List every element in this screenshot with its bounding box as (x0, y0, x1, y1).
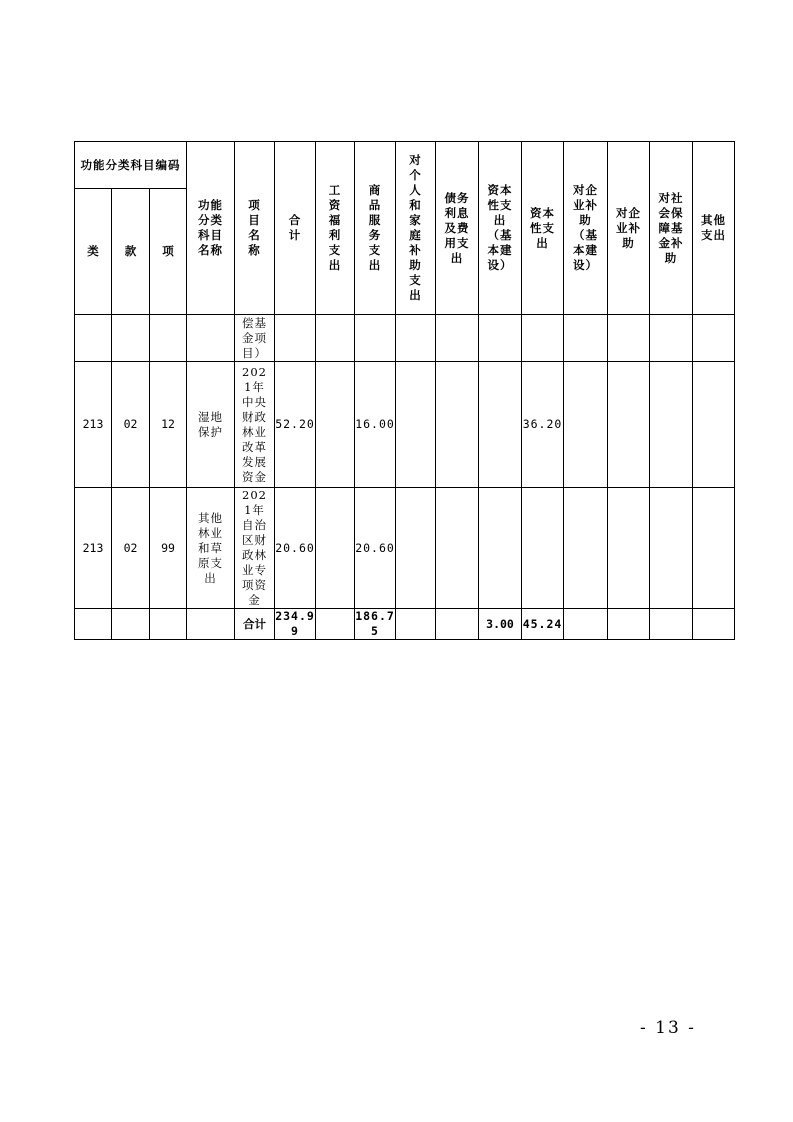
cell-proj-name: 偿基金项目） (235, 315, 275, 362)
cell-lei (75, 315, 112, 362)
cell-kuan (112, 315, 150, 362)
cell-capital (522, 488, 564, 609)
header-capital-base: 资本性支出（基本建设） (479, 142, 522, 315)
cell-personal (396, 362, 436, 488)
total-goods: 186.75 (355, 609, 395, 638)
table-row (75, 362, 735, 488)
cell-func-name: 湿地保护 (187, 362, 235, 488)
cell-personal (396, 488, 436, 609)
cell-empty (150, 609, 187, 640)
cell-enterprise (608, 488, 650, 609)
header-debt: 债务利息及费用支出 (436, 142, 479, 315)
total-debt (436, 609, 479, 640)
cell-goods: 20.60 (355, 488, 396, 609)
header-lei: 类 (75, 189, 112, 315)
header-xiang: 项 (150, 189, 187, 315)
cell-enterprise-base (564, 362, 608, 488)
cell-capital (522, 315, 564, 362)
cell-capital-base (479, 362, 522, 488)
cell-lei: 213 (75, 488, 112, 609)
cell-kuan: 02 (112, 488, 150, 609)
cell-other (693, 362, 735, 488)
cell-capital-base (479, 488, 522, 609)
header-total: 合计 (275, 142, 316, 315)
total-label: 合计 (235, 609, 275, 640)
cell-func-name (187, 315, 235, 362)
total-wages (316, 609, 355, 640)
header-social: 对社会保障基金补助 (650, 142, 693, 315)
cell-kuan: 02 (112, 362, 150, 488)
total-personal (396, 609, 436, 640)
cell-social (650, 315, 693, 362)
cell-other (693, 488, 735, 609)
total-other (693, 609, 735, 640)
header-capital: 资本性支出 (522, 142, 564, 315)
cell-wages (316, 362, 355, 488)
cell-lei: 213 (75, 362, 112, 488)
header-goods: 商品服务支出 (355, 142, 396, 315)
cell-personal (396, 315, 436, 362)
cell-empty (112, 609, 150, 640)
cell-debt (436, 315, 479, 362)
total-social (650, 609, 693, 640)
cell-xiang: 12 (150, 362, 187, 488)
header-wages: 工资福利支出 (316, 142, 355, 315)
total-capital-base: 3.00 (479, 609, 522, 640)
cell-enterprise (608, 362, 650, 488)
cell-total: 52.20 (275, 362, 316, 488)
header-kuan: 款 (112, 189, 150, 315)
header-func-name: 功能分类科目名称 (187, 142, 235, 315)
total-enterprise (608, 609, 650, 640)
cell-proj-name: 2021年自治区财政林业专项资金 (235, 488, 275, 609)
table-row (75, 315, 735, 362)
total-total: 234.99 (275, 609, 315, 638)
cell-empty (187, 609, 235, 640)
cell-xiang (150, 315, 187, 362)
cell-capital: 36.20 (522, 362, 564, 488)
cell-social (650, 362, 693, 488)
cell-debt (436, 362, 479, 488)
cell-total (275, 315, 316, 362)
total-capital: 45.24 (522, 609, 564, 640)
cell-enterprise-base (564, 488, 608, 609)
header-enterprise-base: 对企业补助（基本建设） (564, 142, 608, 315)
header-other: 其他支出 (693, 142, 735, 315)
budget-table (74, 141, 735, 640)
header-func-code: 功能分类科目编码 (75, 142, 187, 189)
cell-enterprise-base (564, 315, 608, 362)
cell-func-name: 其他林业和草原支出 (187, 488, 235, 609)
cell-capital-base (479, 315, 522, 362)
header-personal: 对个人和家庭补助支出 (396, 142, 436, 315)
page-number: - 13 - (640, 1018, 696, 1038)
cell-xiang: 99 (150, 488, 187, 609)
header-proj-name: 项目名称 (235, 142, 275, 315)
table-row (75, 488, 735, 609)
cell-empty (75, 609, 112, 640)
cell-social (650, 488, 693, 609)
cell-goods: 16.00 (355, 362, 396, 488)
header-enterprise: 对企业补助 (608, 142, 650, 315)
cell-wages (316, 315, 355, 362)
cell-total: 20.60 (275, 488, 316, 609)
cell-proj-name: 2021年中央财政林业改革发展资金 (235, 362, 275, 488)
cell-wages (316, 488, 355, 609)
total-row (75, 609, 735, 640)
cell-other (693, 315, 735, 362)
cell-debt (436, 488, 479, 609)
cell-enterprise (608, 315, 650, 362)
header-row-1 (75, 142, 735, 189)
cell-goods (355, 315, 396, 362)
total-enterprise-base (564, 609, 608, 640)
